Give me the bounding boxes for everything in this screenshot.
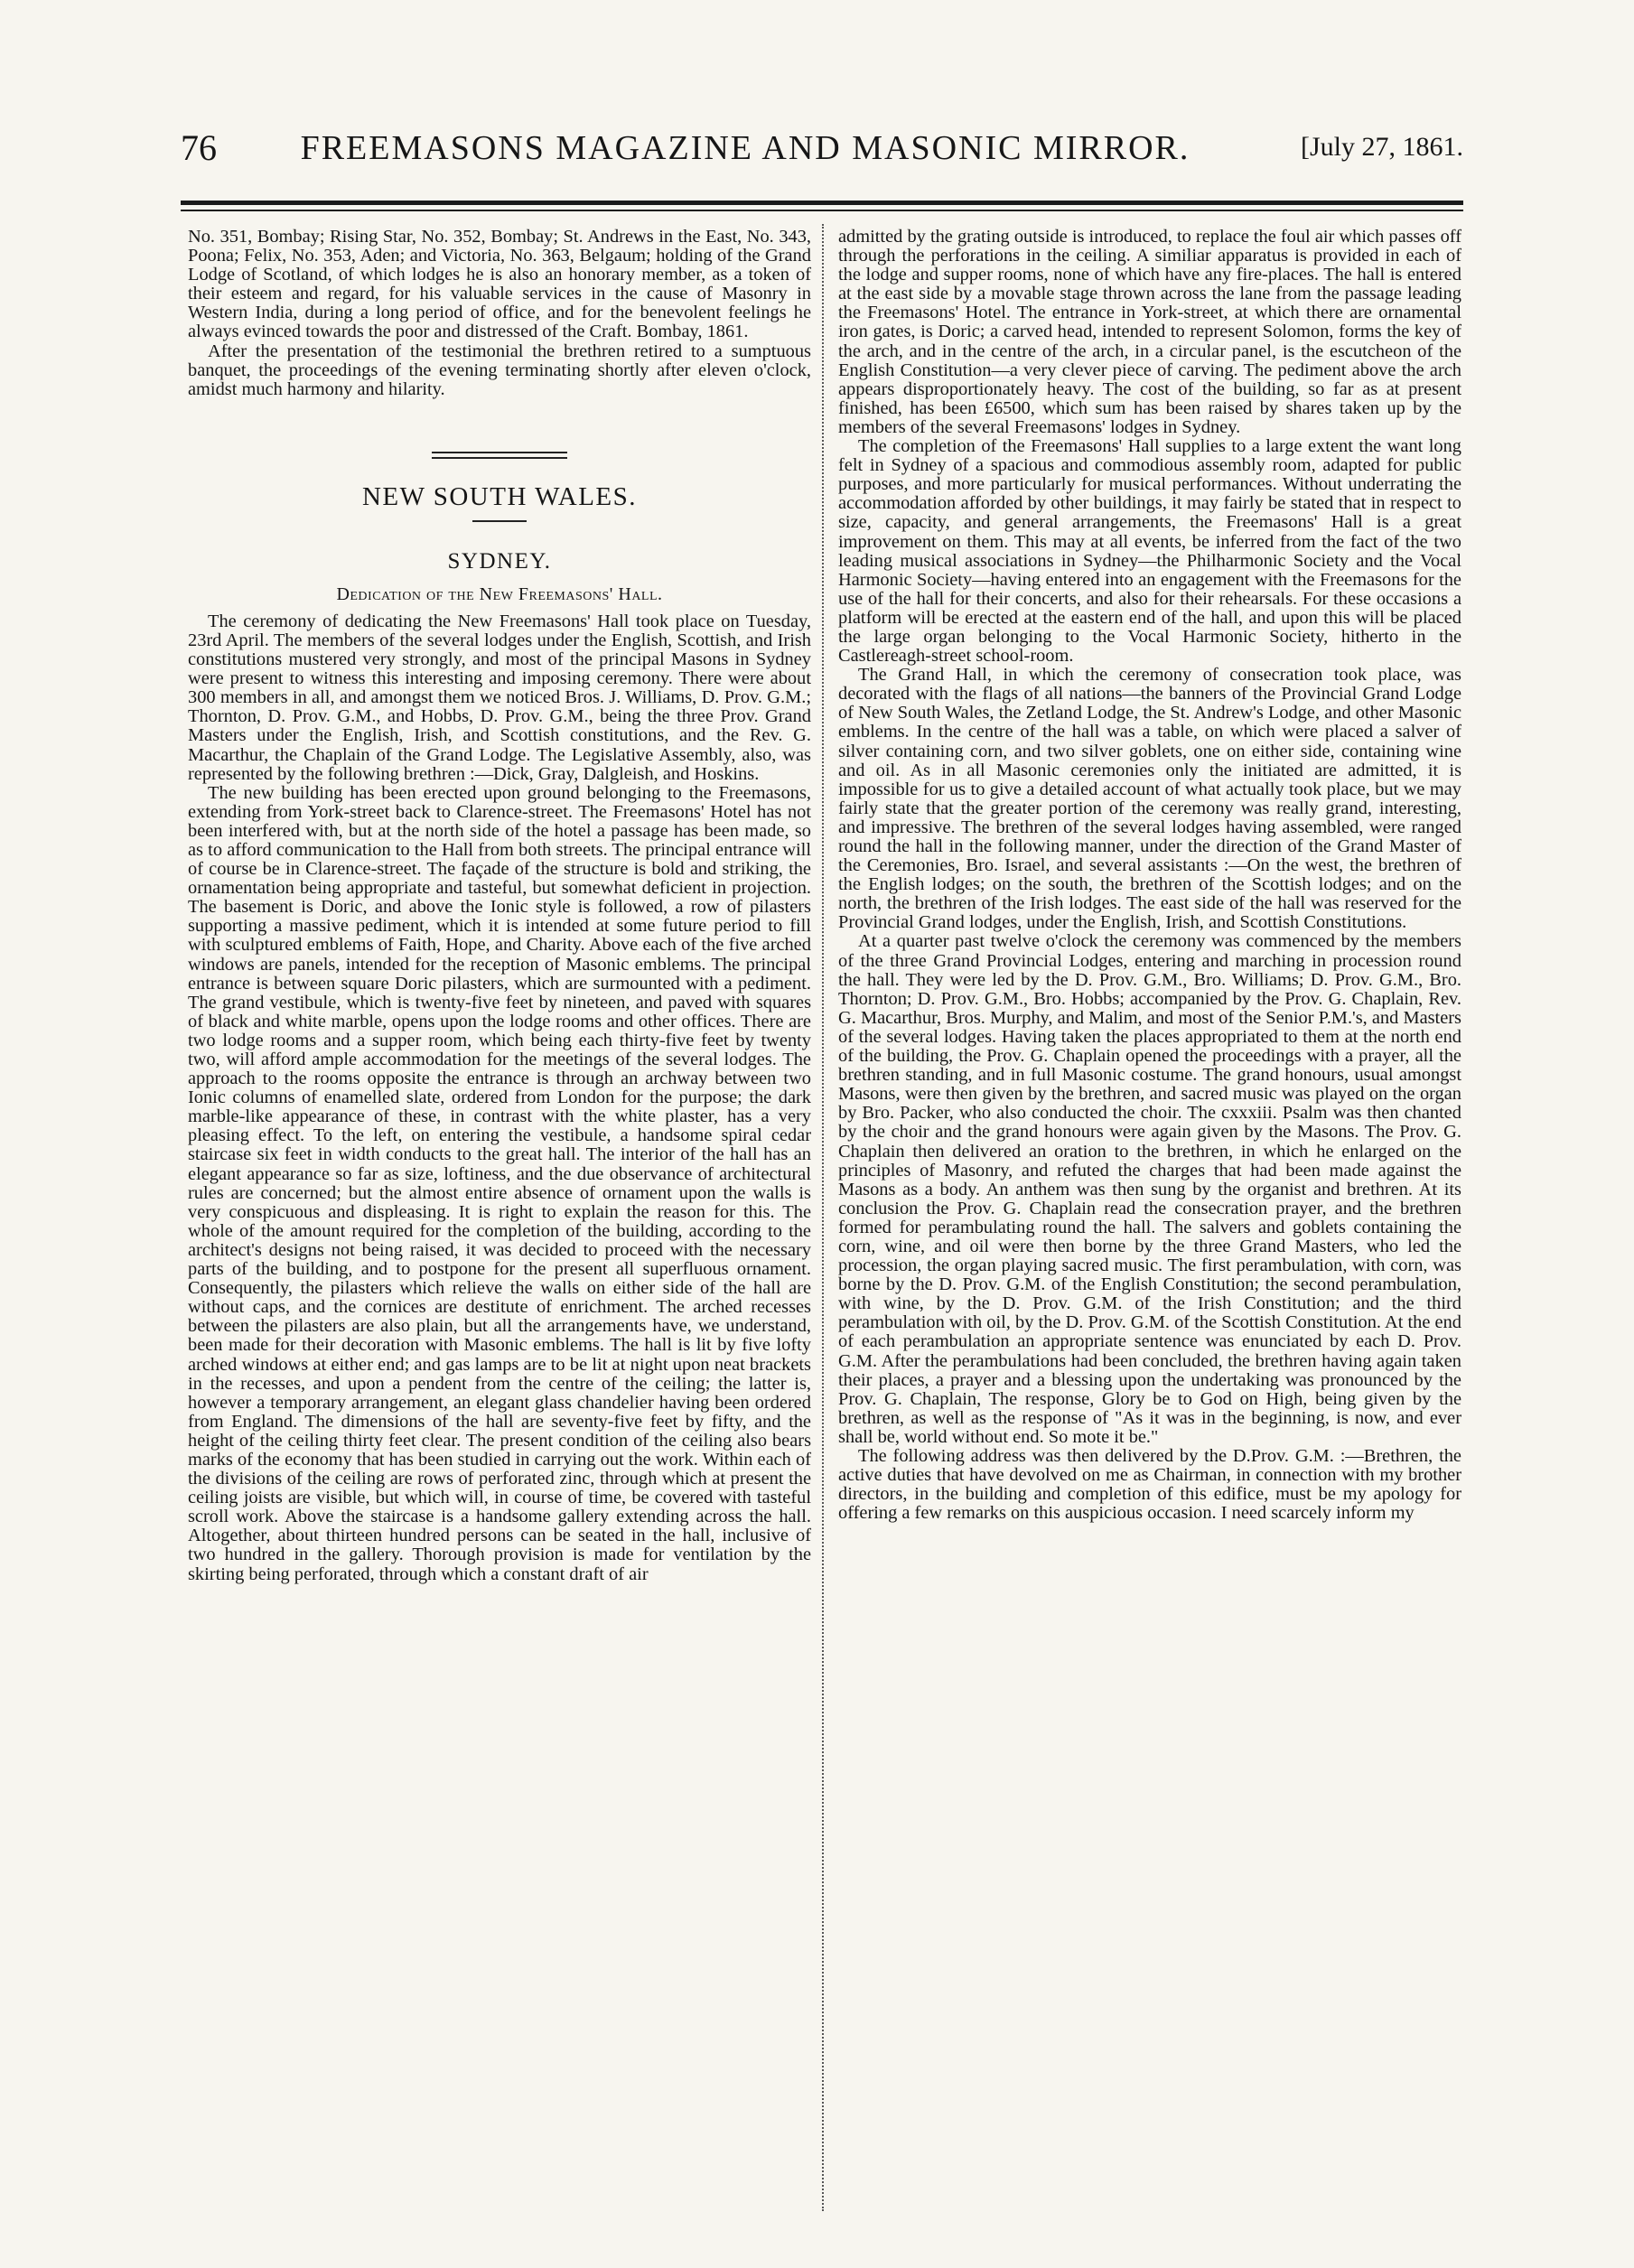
paragraph: The new building has been erected upon ground belonging to the Freemasons, extending from York-street back to Clarence-street. The Freemasons' Hotel has not been interfered with, but at the north side of the hotel a passage has been made, so as to afford communication to the Hall from both streets. The principal entrance will of course be in Clarence-street. The façade of the structure is bold and striking, the ornamentation being appropriate and tasteful, but somewhat deficient in projection. The basement is Doric, and above the Ionic style is followed, a row of pilasters supporting a massive pediment, which it is intended at some future period to fill with sculptured emblems of Faith, Hope, and Charity. Above each of the five arched windows are panels, intended for the reception of Masonic emblems. The principal entrance is between square Doric pilasters, which are surmounted with a pediment. The grand vestibule, which is twenty-five feet by nineteen, and paved with squares of black and white marble, opens upon the lodge rooms and other offices. There are two lodge rooms and a supper room, which being each thirty-five feet by twenty two, will afford ample accommodation for the meetings of the several lodges. The approach to the rooms opposite the entrance is through an archway between two Ionic columns of enamelled slate, ordered from London for the purpose; the dark marble-like appearance of these, in contrast with the white plaster, has a very pleasing effect. To the left, on entering the vestibule, a handsome spiral cedar staircase six feet in width conducts to the great hall. The interior of the hall has an elegant appearance so far as size, loftiness, and the due observance of architectural rules are concerned; but the almost entire absence of ornament upon the walls is very conspicuous and displeasing. It is right to explain the reason for this. The whole of the amount required for the completion of the building, according to the architect's designs not being raised, it was decided to proceed with the necessary parts of the building, and to postpone for the present all superfluous ornament. Consequently, the pilasters which relieve the walls on either side of the hall are without caps, and the cornices are destitute of enrichment. The arched recesses between the pilasters are also plain, but all the arrangements have, we understand, been made for their decoration with Masonic emblems. The hall is lit by five lofty arched windows at either end; and gas lamps are to be lit at night upon neat brackets in the recesses, and upon a pendent from the centre of the ceiling; the latter is, however a temporary arrangement, an elegant glass chandelier having been ordered from England. The dimensions of the hall are seventy-five feet by fifty, and the height of the ceiling thirty feet clear. The present condition of the ceiling also bears marks of the economy that has been studied in carrying out the work. Within each of the divisions of the ceiling are rows of perforated zinc, through which at present the ceiling joists are visible, but which will, in course of time, be covered with tasteful scroll work. Above the staircase is a handsome gallery extending across the hall. Altogether, about thirteen hundred persons can be seated in the hall, inclusive of two hundred in the gallery. Thorough provision is made for ventilation by the skirting being perforated, through which a constant draft of air bbox=[188, 782, 811, 1584]
subsection-title: SYDNEY. bbox=[447, 548, 552, 574]
title-divider bbox=[472, 520, 527, 522]
paragraph: No. 351, Bombay; Rising Star, No. 352, Bombay; St. Andrews in the East, No. 343, Poona; Felix, No. 353, Aden; and Victoria, No. 363, Belgaum; holding of the Grand Lodge of Scotland, of which lodges he is also an honorary member, as a token of their esteem and regard, for his valuable services in the cause of Masonry in Western India, during a long period of office, and for the benevolent feelings he always evinced towards the poor and distressed of the Craft. Bombay, 1861. bbox=[188, 227, 811, 342]
section-divider bbox=[432, 452, 567, 453]
paragraph: After the presentation of the testimonial the brethren retired to a sumptuous banquet, the proceedings of the evening terminating shortly after eleven o'clock, amidst much harmony and hilarity. bbox=[188, 341, 811, 399]
right-column bbox=[838, 228, 1461, 1523]
section-divider bbox=[432, 457, 567, 459]
header-rule-thick bbox=[181, 201, 1463, 205]
page-header bbox=[181, 126, 1463, 181]
left-column bbox=[188, 228, 811, 1584]
paragraph: The ceremony of dedicating the New Freemasons' Hall took place on Tuesday, 23rd April. The members of the several lodges under the English, Scottish, and Irish constitutions mustered very strongly, and most of the principal Masons in Sydney were present to witness this interesting and imposing ceremony. There were about 300 members in all, and amongst them we noticed Bros. J. Williams, D. Prov. G.M.; Thornton, D. Prov. G.M., and Hobbs, D. Prov. G.M., being the three Prov. Grand Masters under the English, Irish, and Scottish constitutions, and the Rev. G. Macarthur, the Chaplain of the Grand Lodge. The Legislative Assembly, also, was represented by the following brethren :—Dick, Gray, Dalgleish, and Hoskins. bbox=[188, 611, 811, 784]
section-title: NEW SOUTH WALES. bbox=[361, 481, 638, 511]
page-number: 76 bbox=[181, 127, 217, 168]
paragraph: The Grand Hall, in which the ceremony of consecration took place, was decorated with the flags of all nations—the banners of the Provincial Grand Lodge of New South Wales, the Zetland Lodge, the St. Andrew's Lodge, and other Masonic emblems. In the centre of the hall was a table, on which were placed a salver of silver containing corn, and two silver goblets, one on either side, containing wine and oil. As in all Masonic ceremonies only the initiated are admitted, it is impossible for us to give a detailed account of what actually took place, but we may fairly state that the greater portion of the ceremony was really grand, interesting, and impressive. The brethren of the several lodges having assembled, were ranged round the hall in the following manner, under the direction of the Grand Master of the Ceremonies, Bro. Israel, and several assistants :—On the west, the brethren of the English lodges; on the south, the brethren of the Scottish lodges; and on the north, the brethren of the Irish lodges. The east side of the hall was reserved for the Provincial Grand lodges, under the English, Irish, and Scottish Constitutions. bbox=[838, 665, 1461, 933]
article-heading: Dedication of the New Freemasons' Hall. bbox=[336, 583, 663, 604]
paragraph: At a quarter past twelve o'clock the ceremony was commenced by the members of the three Grand Provincial Lodges, entering and marching in procession round the hall. They were led by the D. Prov. G.M., Bro. Williams; D. Prov. G.M., Bro. Thornton; D. Prov. G.M., Bro. Hobbs; accompanied by the Prov. G. Chaplain, Rev. G. Macarthur, Bros. Murphy, and Malim, and most of the Senior P.M.'s, and Masters of the several lodges. Having taken the places appropriated to them at the north end of the building, the Prov. G. Chaplain opened the proceedings with a prayer, all the brethren standing, and in full Masonic costume. The grand honours, usual amongst Masons, were then given by the brethren, and sacred music was played on the organ by Bro. Packer, who also conducted the choir. The cxxxiii. Psalm was then chanted by the choir and the grand honours were again given by the Masons. The Prov. G. Chaplain then delivered an oration to the brethren, in which he enlarged on the principles of Masonry, and refuted the charges that had been made against the Masons as a body. An anthem was then sung by the organist and brethren. At its conclusion the Prov. G. Chaplain read the consecration prayer, and the brethren formed for perambulating round the hall. The salvers and goblets containing the corn, wine, and oil were then borne by the three Grand Masters, who led the procession, the organ playing sacred music. The first perambulation, with corn, was borne by the D. Prov. G.M. of the English Constitution; the second perambulation, with wine, by the D. Prov. G.M. of the Irish Constitution; and the third perambulation with oil, by the D. Prov. G.M. of the Scottish Constitution. At the end of each perambulation an appropriate sentence was enunciated by each D. Prov. G.M. After the perambulations had been concluded, the brethren having again taken their places, a prayer and a blessing upon the undertaking was pronounced by the Prov. G. Chaplain, The response, Glory be to God on High, being given by the brethren, as well as the response of "As it was in the beginning, is now, and ever shall be, world without end. So mote it be." bbox=[838, 931, 1461, 1447]
column-separator bbox=[822, 224, 825, 2211]
masthead-title: FREEMASONS MAGAZINE AND MASONIC MIRROR. bbox=[300, 129, 1190, 167]
paragraph: The completion of the Freemasons' Hall supplies to a large extent the want long felt in Sydney of a spacious and commodious assembly room, adapted for public purposes, and more particularly for musical performances. Without underrating the accommodation afforded by other buildings, it may fairly be stated that in respect to size, capacity, and general arrangements, the Freemasons' Hall is a great improvement on them. This may at all events, be inferred from the fact of the two leading musical associations in Sydney—the Philharmonic Society and the Vocal Harmonic Society—having entered into an engagement with the Freemasons for the use of the hall for their concerts, and also for their rehearsals. For these occasions a platform will be erected at the eastern end of the hall, and upon this will be placed the large organ belonging to the Vocal Harmonic Society, hitherto in the Castlereagh-street school-room. bbox=[838, 436, 1461, 667]
paragraph: admitted by the grating outside is introduced, to replace the foul air which passes off through the perforations in the ceiling. A similiar apparatus is provided in each of the lodge and supper rooms, none of which have any fire-places. The hall is entered at the east side by a movable stage thrown across the lane from the passage leading the Freemasons' Hotel. The entrance in York-street, at which there are ornamental iron gates, is Doric; a carved head, intended to represent Solomon, forms the key of the arch, and in the centre of the arch, in a circular panel, is the escutcheon of the English Constitution—a very clever piece of carving. The pediment above the arch appears disproportionately heavy. The cost of the building, so far as at present finished, has been £6500, which sum has been raised by shares taken up by the members of the several Freemasons' lodges in Sydney. bbox=[838, 227, 1461, 437]
header-rule-thin bbox=[181, 210, 1463, 211]
paragraph: The following address was then delivered by the D.Prov. G.M. :—Brethren, the active duties that have devolved on me as Chairman, in connection with my brother directors, in the building and completion of this edifice, must be my apology for offering a few remarks on this auspicious occasion. I need scarcely inform my bbox=[838, 1446, 1461, 1524]
issue-date: [July 27, 1861. bbox=[1301, 132, 1463, 162]
